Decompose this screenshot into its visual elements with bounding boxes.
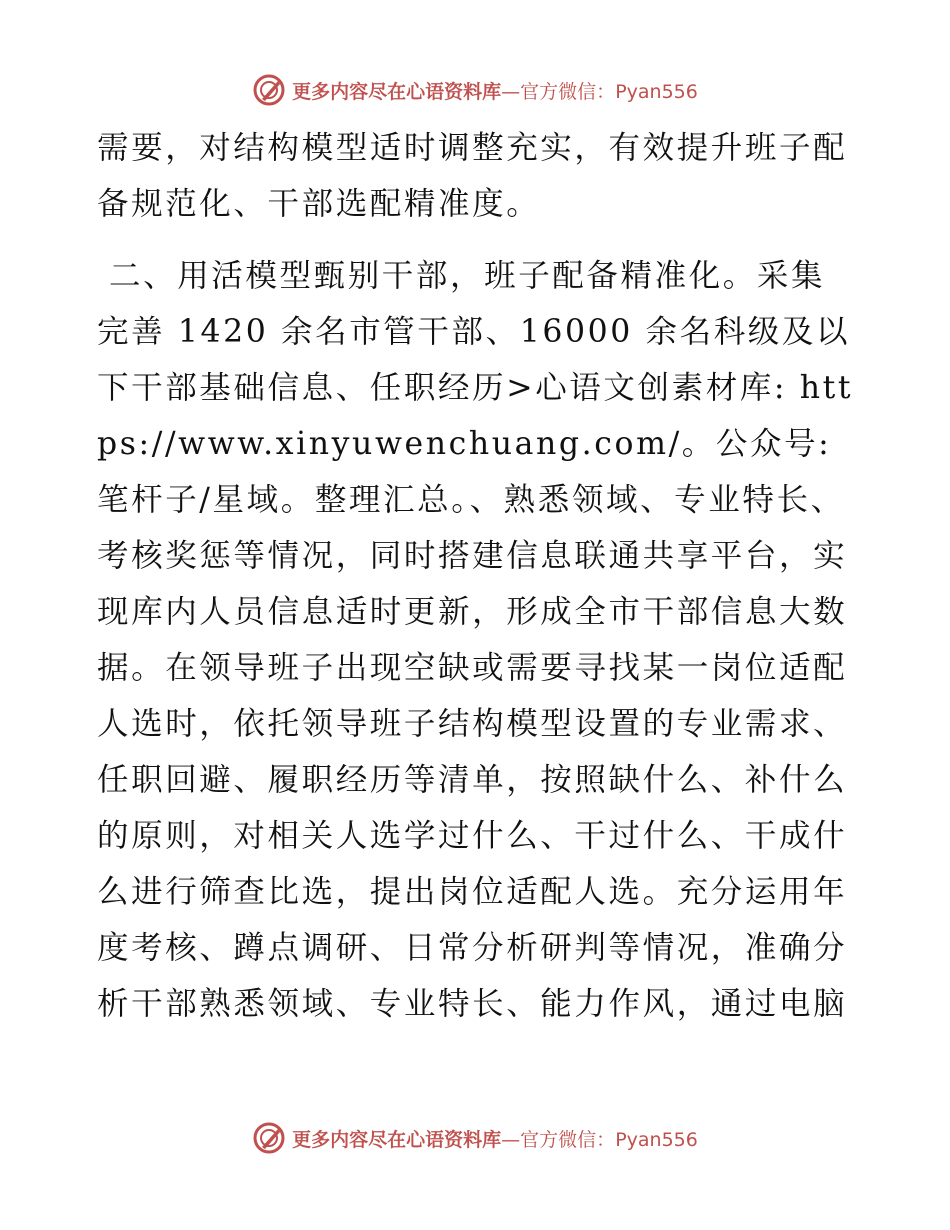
watermark-brand [292, 1125, 698, 1152]
watermark-wechat-id: Pyan556 [615, 1128, 698, 1151]
watermark-brand-text: 更多内容尽在心语资料库 [292, 80, 502, 103]
pen-circle-logo-icon [252, 1121, 286, 1155]
watermark-separator: — [501, 1128, 521, 1151]
watermark-brand [292, 77, 698, 104]
footer-watermark [0, 1118, 950, 1158]
document-body [97, 120, 857, 1032]
header-watermark [0, 70, 950, 110]
pen-circle-logo-icon [252, 73, 286, 107]
watermark-wechat-label: 官方微信： [520, 80, 616, 103]
watermark-wechat-label: 官方微信： [520, 1128, 616, 1151]
paragraph-2: 二、用活模型甄别干部，班子配备精准化。采集完善 1420 余名市管干部、16000 余名科级及以下干部基础信息、任职经历>心语文创素材库: https://www.xinyuwenchuang.com/。公众号: 笔杆子/星域。整理汇总。、熟悉领域、专业特长、考核奖惩等情况，同时搭建信息联通共享平台，实现库内人员信息适时更新，形成全市干部信息大数据。在领导班子出现空缺或需要寻找某一岗位适配人选时，依托领导班子结构模型设置的专业需求、任职回避、履职经历等清单，按照缺什么、补什么的原则，对相关人选学过什么、干过什么、干成什么进行筛查比选，提出岗位适配人选。充分运用年度考核、蹲点调研、日常分析研判等情况，准确分析干部熟悉领域、专业特长、能力作风，通过电脑 [97, 258, 854, 1022]
watermark-wechat-id: Pyan556 [615, 80, 698, 103]
watermark-separator: — [501, 80, 521, 103]
watermark-brand-text: 更多内容尽在心语资料库 [292, 1128, 502, 1151]
paragraph-1: 需要，对结构模型适时调整充实，有效提升班子配备规范化、干部选配精准度。 [97, 130, 848, 222]
